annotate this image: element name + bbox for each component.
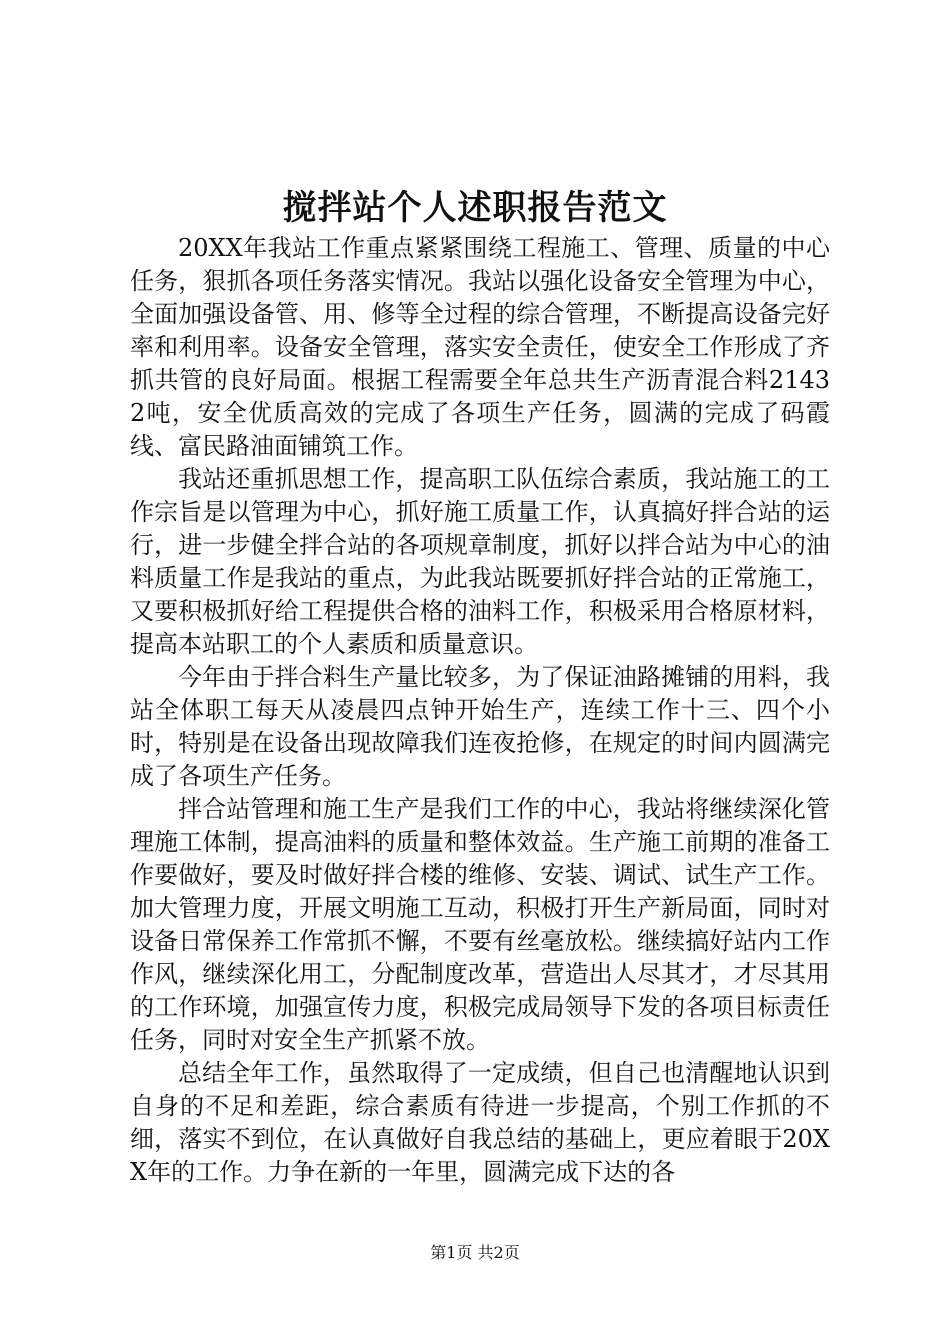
paragraph: 今年由于拌合料生产量比较多，为了保证油路摊铺的用料，我站全体职工每天从凌晨四点钟开始生产，连续工作十三、四个小时，特别是在设备出现故障我们连夜抢修，在规定的时间内圆满完成了各项生产任务。: [130, 663, 830, 790]
page-footer: 第1页 共2页: [430, 1243, 520, 1262]
paragraph: 拌合站管理和施工生产是我们工作的中心，我站将继续深化管理施工体制，提高油料的质量和整体效益。生产施工前期的准备工作要做好，要及时做好拌合楼的维修、安装、调试、试生产工作。加大管理力度，开展文明施工互动，积极打开生产新局面，同时对设备日常保养工作常抓不懈，不要有丝毫放松。继续搞好站内工作作风，继续深化用工，分配制度改革，营造出人尽其才，才尽其用的工作环境，加强宣传力度，积极完成局领导下发的各项目标责任任务，同时对安全生产抓紧不放。: [130, 795, 830, 1054]
paragraph: 我站还重抓思想工作，提高职工队伍综合素质，我站施工的工作宗旨是以管理为中心，抓好施工质量工作，认真搞好拌合站的运行，进一步健全拌合站的各项规章制度，抓好以拌合站为中心的油料质量工作是我站的重点，为此我站既要抓好拌合站的正常施工，又要积极抓好给工程提供合格的油料工作，积极采用合格原材料，提高本站职工的个人素质和质量意识。: [130, 465, 830, 658]
document-body: [130, 232, 830, 1189]
paragraph: 总结全年工作，虽然取得了一定成绩，但自己也清醒地认识到自身的不足和差距，综合素质有待进一步提高，个别工作抓的不细，落实不到位，在认真做好自我总结的基础上，更应着眼于20XX年的工作。力争在新的一年里，圆满完成下达的各: [130, 1059, 830, 1186]
paragraph: 20XX年我站工作重点紧紧围绕工程施工、管理、质量的中心任务，狠抓各项任务落实情况。我站以强化设备安全管理为中心，全面加强设备管、用、修等全过程的综合管理，不断提高设备完好率和利用率。设备安全管理，落实安全责任，使安全工作形成了齐抓共管的良好局面。根据工程需要全年总共生产沥青混合料21432吨，安全优质高效的完成了各项生产任务，圆满的完成了码霞线、富民路油面铺筑工作。: [130, 234, 830, 460]
document-title: 搅拌站个人述职报告范文: [282, 188, 668, 228]
